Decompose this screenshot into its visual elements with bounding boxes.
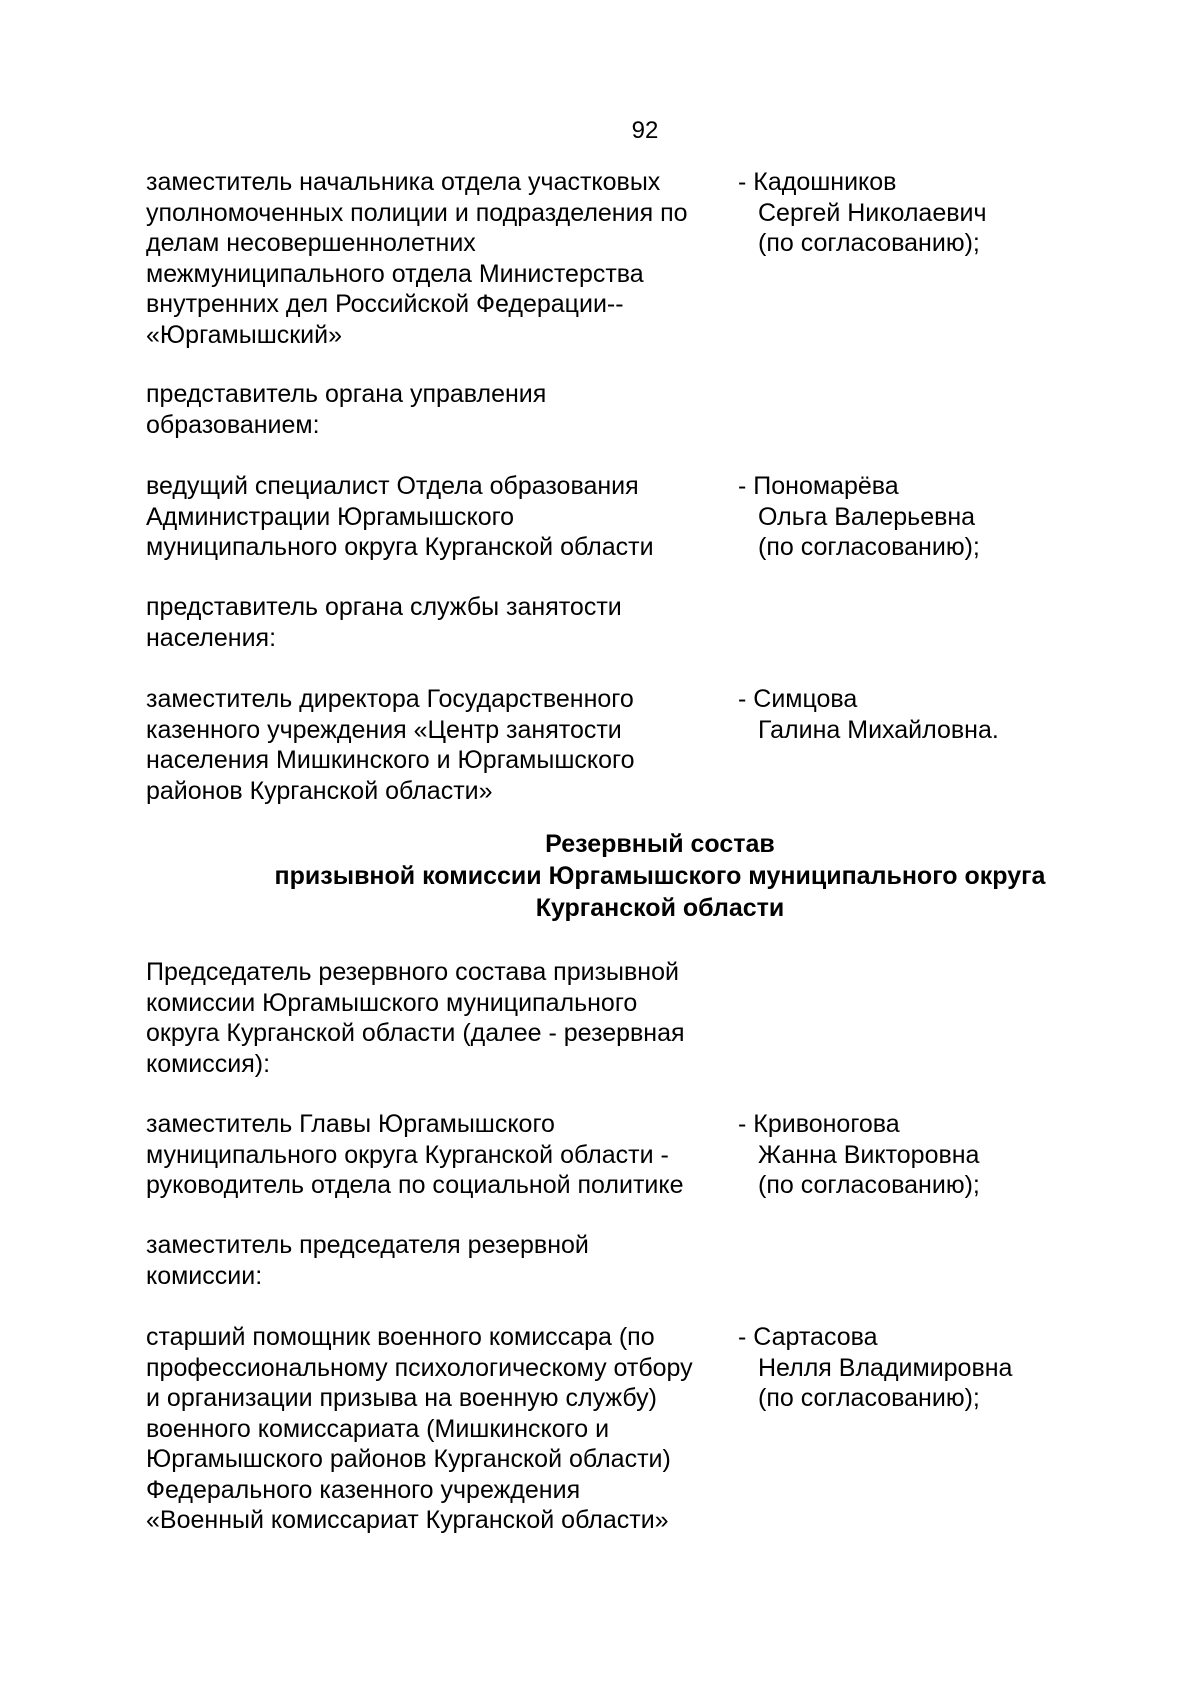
- page-number: 92: [631, 117, 659, 144]
- position-description: [146, 1322, 746, 1536]
- text-line: руководитель отдела по социальной политике: [146, 1171, 684, 1199]
- text-line: заместитель директора Государственного: [146, 685, 634, 713]
- text-line: Администрации Юргамышского: [146, 502, 515, 531]
- text-line: казенного учреждения «Центр занятости: [146, 715, 622, 744]
- text-line: «Военный комиссариат Курганской области»: [146, 1506, 669, 1534]
- text-line: населения Мишкинского и Юргамышского: [146, 746, 635, 774]
- text-line: муниципального округа Курганской области: [146, 533, 654, 561]
- name-line: - Сартасова: [738, 1323, 878, 1351]
- text-line: уполномоченных полиции и подразделения по: [146, 198, 688, 227]
- section-label-text: [146, 592, 746, 653]
- text-line: заместитель председателя резервной: [146, 1231, 589, 1259]
- text-line: Федерального казенного учреждения: [146, 1475, 581, 1504]
- name-line: (по согласованию);: [758, 1171, 980, 1199]
- text-line: внутренних дел Российской Федерации--: [146, 290, 624, 318]
- member-name: [738, 1109, 1158, 1201]
- section-label-text: [146, 379, 746, 440]
- name-line: (по согласованию);: [758, 533, 980, 561]
- text-line: старший помощник военного комиссара (по: [146, 1323, 655, 1351]
- member-name: [738, 471, 1158, 563]
- name-line: Галина Михайловна.: [758, 715, 999, 744]
- text-line: «Юргамышский»: [146, 320, 343, 349]
- text-line: профессиональному психологическому отбору: [146, 1353, 693, 1382]
- position-description: [146, 471, 746, 563]
- text-line: комиссия):: [146, 1049, 271, 1078]
- section-heading: [0, 828, 1200, 924]
- text-line: образованием:: [146, 410, 320, 439]
- text-line: межмуниципального отдела Министерства: [146, 259, 644, 288]
- text-line: военного комиссариата (Мишкинского и: [146, 1414, 610, 1443]
- name-line: - Пономарёва: [738, 472, 899, 500]
- heading-line: Резервный состав: [545, 830, 775, 858]
- text-line: заместитель Главы Юргамышского: [146, 1110, 555, 1138]
- text-line: муниципального округа Курганской области -: [146, 1140, 669, 1169]
- text-line: и организации призыва на военную службу): [146, 1384, 657, 1412]
- text-line: заместитель начальника отдела участковых: [146, 168, 661, 196]
- text-line: населения:: [146, 623, 277, 652]
- heading-line: призывной комиссии Юргамышского муниципального округа: [274, 862, 1046, 890]
- name-line: Сергей Николаевич: [758, 198, 987, 227]
- text-line: комиссии Юргамышского муниципального: [146, 988, 638, 1017]
- position-description: [146, 1109, 746, 1201]
- position-description: [146, 684, 746, 806]
- name-line: - Кадошников: [738, 168, 897, 196]
- section-label-text: [146, 957, 746, 1079]
- position-description: [146, 167, 746, 350]
- name-line: (по согласованию);: [758, 1384, 980, 1412]
- name-line: - Симцова: [738, 685, 858, 713]
- text-line: ведущий специалист Отдела образования: [146, 472, 639, 500]
- section-label-text: [146, 1230, 746, 1291]
- member-name: [738, 1322, 1158, 1414]
- name-line: Жанна Викторовна: [758, 1140, 980, 1169]
- text-line: комиссии:: [146, 1261, 263, 1290]
- text-line: Председатель резервного состава призывной: [146, 958, 679, 986]
- name-line: - Кривоногова: [738, 1110, 900, 1138]
- text-line: Юргамышского районов Курганской области): [146, 1445, 671, 1473]
- name-line: (по согласованию);: [758, 229, 980, 257]
- name-line: Ольга Валерьевна: [758, 502, 976, 531]
- member-name: [738, 167, 1158, 259]
- text-line: делам несовершеннолетних: [146, 229, 476, 257]
- heading-line: Курганской области: [535, 894, 785, 922]
- text-line: представитель органа управления: [146, 380, 547, 408]
- member-name: [738, 684, 1158, 745]
- name-line: Нелля Владимировна: [758, 1353, 1013, 1382]
- text-line: представитель органа службы занятости: [146, 593, 622, 621]
- text-line: районов Курганской области»: [146, 776, 493, 805]
- text-line: округа Курганской области (далее - резервная: [146, 1019, 685, 1047]
